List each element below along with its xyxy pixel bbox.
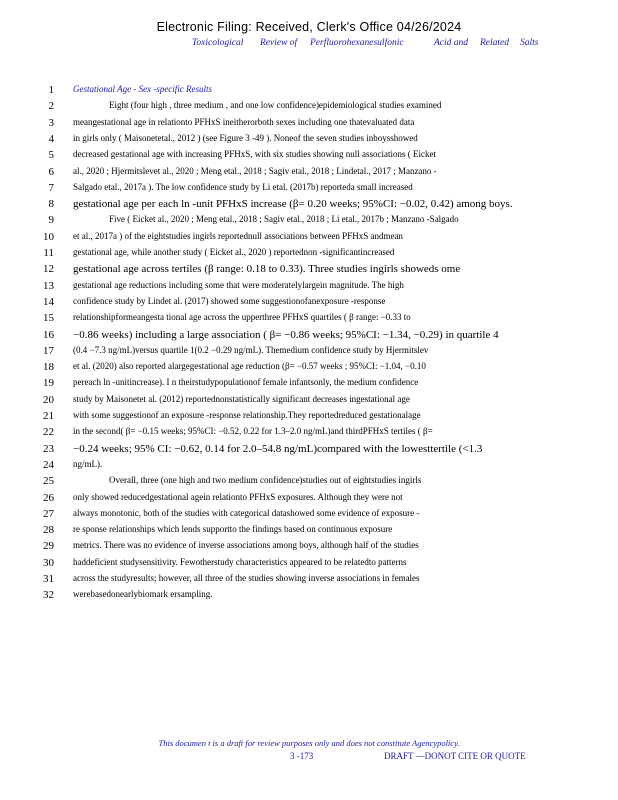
- line-number: 14: [43, 295, 54, 308]
- line-text: confidence study by Lindet al. (2017) showed some suggestionofanexposure -response: [73, 295, 386, 306]
- line-text: Five ( Eicket al., 2020 ; Meng etal., 2018 ; Sagiv etal., 2018 ; Li etal., 2017b ; Manzano -Salgado: [109, 214, 459, 225]
- line-number: 1: [48, 84, 54, 96]
- line-text: (0.4 −7.3 ng/mL)versus quartile 1(0.2 −0.29 ng/mL). Themedium confidence study by Hjermitslev: [73, 344, 429, 355]
- running-head-part: Toxicological: [192, 38, 244, 48]
- text-line: [0, 166, 618, 180]
- line-text: −0.86 weeks) including a large association ( β= −0.86 weeks; 95%CI: −1.34, −0.29) in quartile 4: [73, 328, 499, 341]
- line-number: 22: [43, 426, 54, 439]
- text-line: [0, 557, 618, 571]
- text-line: [0, 280, 618, 294]
- line-number: 32: [43, 589, 54, 602]
- line-number: 10: [43, 230, 54, 243]
- filing-stamp: Electronic Filing: Received, Clerk's Office 04/26/2024: [156, 20, 462, 34]
- line-number: 17: [43, 344, 54, 357]
- line-number: 29: [43, 540, 54, 553]
- text-line: [0, 426, 618, 440]
- text-line: [0, 345, 618, 359]
- line-text: et al. (2020) also reported alargegestational age reduction (β= −0.57 weeks ; 95%CI: −1.04, −0.10: [73, 361, 426, 372]
- line-number: 12: [43, 263, 54, 276]
- line-text: et al., 2017a ) of the eightstudies ingirls reportednull associations between PFHxS andmean: [73, 230, 403, 241]
- line-text: −0.24 weeks; 95% CI: −0.62, 0.14 for 2.0–54.8 ng/mL)compared with the lowesttertile (<1.3: [73, 442, 483, 455]
- text-line: [0, 459, 618, 473]
- line-number: 2: [48, 100, 54, 113]
- text-line: [0, 329, 618, 343]
- text-line: [0, 377, 618, 391]
- line-number: 15: [43, 312, 54, 325]
- line-number: 9: [48, 214, 54, 227]
- line-text: metrics. There was no evidence of inverse associations among boys, although half of the studies: [73, 540, 419, 551]
- line-text: Overall, three (one high and two medium confidence)studies out of eightstudies ingirls: [109, 475, 422, 486]
- line-text: gestational age across tertiles (β range: 0.18 to 0.33). Three studies ingirls showeds ome: [73, 263, 461, 276]
- text-line: [0, 540, 618, 554]
- text-line: [0, 133, 618, 147]
- line-text: al., 2020 ; Hjermitslevet al., 2020 ; Meng etal., 2018 ; Sagiv etal., 2018 ; Lindetal., 2017 ; Manzano -: [73, 165, 437, 176]
- line-number: 18: [43, 361, 54, 374]
- text-line: [0, 524, 618, 538]
- line-number: 26: [43, 491, 54, 504]
- line-number: 25: [43, 475, 54, 488]
- text-line: [0, 214, 618, 228]
- running-head-part: Salts: [520, 38, 539, 48]
- running-head-part: Related: [480, 38, 510, 48]
- draft-notice: DRAFT —DONOT CITE OR QUOTE: [384, 751, 526, 761]
- text-line: [0, 231, 618, 245]
- line-text: ng/mL).: [73, 458, 103, 469]
- line-text: in the second( β= −0.15 weeks; 95%CI: −0.52, 0.22 for 1.3–2.0 ng/mL)and thirdPFHxS tertiles ( β=: [73, 426, 433, 437]
- line-text: haddeficient studysensitivity. Fewotherstudy characteristics appeared to be relatedto patterns: [73, 556, 407, 567]
- text-line: [0, 361, 618, 375]
- text-line: [0, 263, 618, 277]
- line-text: relationshipformeangesta tional age across the upperthree PFHxS quartiles ( β range: −0.33 to: [73, 312, 411, 323]
- line-text: Eight (four high , three medium , and one low confidence)epidemiological studies examined: [109, 100, 442, 111]
- line-text: always monotonic, both of the studies with categorical datashowed some evidence of exposure -: [73, 507, 420, 518]
- line-number: 11: [43, 247, 54, 259]
- text-line: [0, 198, 618, 212]
- line-number: 13: [43, 279, 54, 292]
- line-text: meangestational age in relationto PFHxS ineitherorboth sexes including one thatevaluated data: [73, 116, 415, 127]
- line-number: 28: [43, 524, 54, 537]
- line-text: across the studyresults; however, all three of the studies showing inverse associations in females: [73, 573, 420, 583]
- text-line: [0, 573, 618, 587]
- text-line: [0, 312, 618, 326]
- text-line: [0, 410, 618, 424]
- line-number: 31: [43, 573, 54, 585]
- line-text: only showed reducedgestational agein relationto PFHxS exposures. Although they were not: [73, 491, 403, 502]
- line-number: 5: [48, 149, 54, 162]
- text-line: [0, 182, 618, 196]
- text-line: [0, 296, 618, 310]
- line-number: 19: [43, 377, 54, 390]
- line-text: re sponse relationships which lends supportto the findings based on continuous exposure: [73, 524, 393, 535]
- line-number: 3: [48, 116, 54, 129]
- line-number: 16: [43, 328, 54, 341]
- running-head-part: Acid and: [434, 38, 469, 48]
- text-line: [0, 508, 618, 522]
- text-line: [0, 492, 618, 506]
- line-number: 24: [43, 458, 54, 471]
- line-number: 20: [43, 393, 54, 406]
- text-line: [0, 149, 618, 163]
- line-number: 4: [48, 132, 54, 145]
- line-number: 8: [48, 198, 54, 211]
- line-number: 23: [43, 442, 54, 455]
- line-text: werebasedonearlybiomark ersampling.: [73, 589, 213, 600]
- text-line: [0, 100, 618, 114]
- text-line: [0, 475, 618, 489]
- text-line: [0, 247, 618, 261]
- text-line: [0, 589, 618, 603]
- text-line: [0, 84, 618, 98]
- line-text: study by Maisonetet al. (2012) reportednonstatistically significant decreases ingestational age: [73, 393, 410, 404]
- line-number: 30: [43, 556, 54, 569]
- line-text: in girls only ( Maisonetetal., 2012 ) (see Figure 3 -49 ). Noneof the seven studies inboysshowed: [73, 132, 418, 143]
- line-number: 6: [48, 165, 54, 178]
- text-line: [0, 394, 618, 408]
- line-text: Salgado etal., 2017a ). The low confidence study by Li etal. (2017b) reporteda small increased: [73, 181, 413, 192]
- line-text: gestational age, while another study ( Eicket al., 2020 ) reportednon -significantincreased: [73, 247, 395, 257]
- text-line: [0, 443, 618, 457]
- line-text: gestational age per each ln -unit PFHxS increase (β= 0.20 weeks; 95%CI: −0.02, 0.42) among boys.: [73, 198, 513, 211]
- line-number: 27: [43, 507, 54, 520]
- line-text: pereach ln -unitincrease). I n theirstudypopulationof female infantsonly, the medium confidence: [73, 377, 419, 388]
- line-number: 21: [43, 410, 54, 422]
- footer-disclaimer: This documen t is a draft for review purposes only and does not constitute Agencypolicy.: [158, 738, 460, 748]
- line-text: gestational age reductions including some that were moderatelylargein magnitude. The high: [73, 279, 404, 290]
- line-number: 7: [48, 181, 54, 194]
- running-head-part: Perfluorohexanesulfonic: [310, 38, 404, 48]
- line-text: decreased gestational age with increasing PFHxS, with six studies showing null associations ( Eicket: [73, 149, 436, 160]
- running-head-part: Review of: [260, 38, 298, 48]
- line-text: with some suggestionof an exposure -response relationship.They reportedreduced gestationalage: [73, 410, 421, 420]
- page-number: 3 -173: [290, 751, 314, 761]
- line-text: Gestational Age - Sex -specific Results: [73, 84, 213, 94]
- text-line: [0, 117, 618, 131]
